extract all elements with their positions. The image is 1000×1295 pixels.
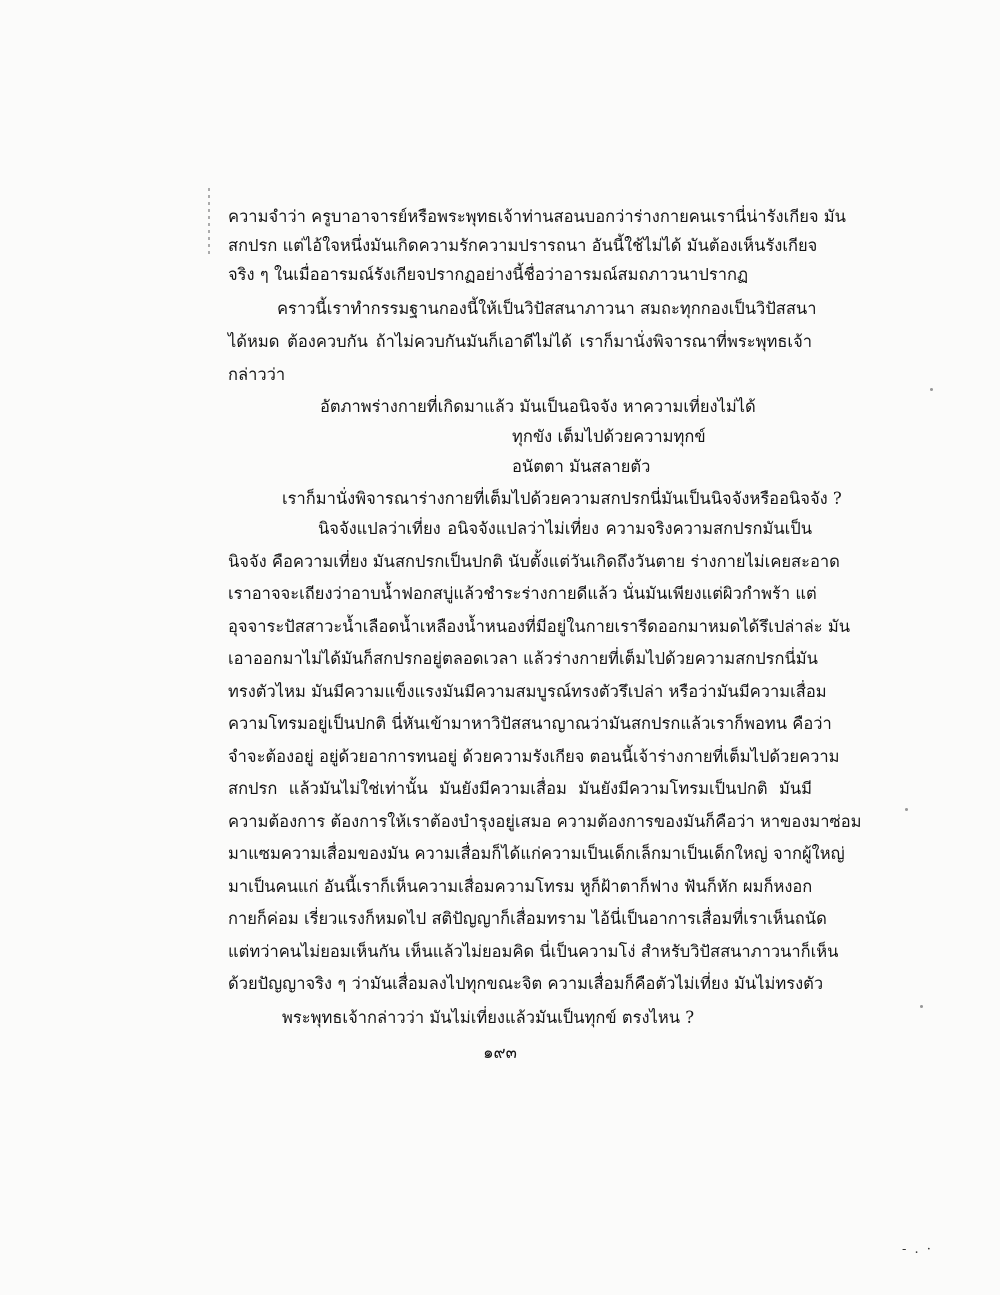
paragraph-4-line-14: แต่ทว่าคนไม่ยอมเห็นกัน เห็นแล้วไม่ยอมคิด นี่เป็นความโง่ สำหรับวิปัสสนาภาวนาก็เห็น (228, 942, 839, 961)
verse-line-1: อัตภาพร่างกายที่เกิดมาแล้ว มันเป็นอนิจจัง หาความเที่ยงไม่ได้ (320, 397, 756, 416)
paragraph-4-line-9: สกปรก แล้วมันไม่ใช่เท่านั้น มันยังมีความเสื่อม มันยังมีความโทรมเป็นปกติ มันมี (228, 779, 812, 798)
paragraph-1-line-3: จริง ๆ ในเมื่ออารมณ์รังเกียจปรากฏอย่างนี้ชื่อว่าอารมณ์สมถภาวนาปรากฏ (228, 265, 749, 284)
page-number: ๑๙๓ (483, 1043, 517, 1062)
paragraph-3: เราก็มานั่งพิจารณาร่างกายที่เต็มไปด้วยความสกปรกนี่มันเป็นนิจจังหรืออนิจจัง ? (282, 489, 842, 508)
paragraph-2-line-1: คราวนี้เราทำกรรมฐานกองนี้ให้เป็นวิปัสสนาภาวนา สมถะทุกกองเป็นวิปัสสนา (277, 299, 817, 318)
scan-artifact (208, 188, 210, 258)
scan-speck (930, 388, 933, 391)
paragraph-4-line-8: จำจะต้องอยู่ อยู่ด้วยอาการทนอยู่ ด้วยความรังเกียจ ตอนนี้เจ้าร่างกายที่เต็มไปด้วยความ (228, 747, 840, 766)
paragraph-2-line-3: กล่าวว่า (228, 365, 286, 384)
paragraph-4-line-4: อุจจาระปัสสาวะน้ำเลือดน้ำเหลืองน้ำหนองที่มีอยู่ในกายเรารีดออกมาหมดได้รึเปล่าล่ะ มัน (228, 617, 851, 636)
verse-line-2: ทุกขัง เต็มไปด้วยความทุกข์ (512, 427, 706, 446)
paragraph-4-line-6: ทรงตัวไหม มันมีความแข็งแรงมันมีความสมบูรณ์ทรงตัวรึเปล่า หรือว่ามันมีความเสื่อม (228, 682, 827, 701)
paragraph-4-line-5: เอาออกมาไม่ได้มันก็สกปรกอยู่ตลอดเวลา แล้วร่างกายที่เต็มไปด้วยความสกปรกนี่มัน (228, 649, 818, 668)
paragraph-4-line-7: ความโทรมอยู่เป็นปกติ นี่หันเข้ามาหาวิปัสสนาญาณว่ามันสกปรกแล้วเราก็พอทน คือว่า (228, 714, 832, 733)
paragraph-4-line-2: นิจจัง คือความเที่ยง มันสกปรกเป็นปกติ นับตั้งแต่วันเกิดถึงวันตาย ร่างกายไม่เคยสะอาด (228, 552, 840, 571)
scan-speck (920, 1005, 923, 1008)
paragraph-4-line-11: มาแซมความเสื่อมของมัน ความเสื่อมก็ได้แก่ความเป็นเด็กเล็กมาเป็นเด็กใหญ่ จากผู้ใหญ่ (228, 844, 845, 863)
verse-line-3: อนัตตา มันสลายตัว (512, 457, 651, 476)
paragraph-4-line-15: ด้วยปัญญาจริง ๆ ว่ามันเสื่อมลงไปทุกขณะจิต ความเสื่อมก็คือตัวไม่เที่ยง มันไม่ทรงตัว (228, 974, 824, 993)
paragraph-5: พระพุทธเจ้ากล่าวว่า มันไม่เที่ยงแล้วมันเป็นทุกข์ ตรงไหน ? (282, 1008, 695, 1027)
paragraph-1-line-2: สกปรก แต่ไอ้ใจหนึ่งมันเกิดความรักความปรารถนา อันนี้ใช้ไม่ได้ มันต้องเห็นรังเกียจ (228, 236, 818, 255)
paragraph-4-line-13: กายก็ค่อม เรี่ยวแรงก็หมดไป สติปัญญาก็เสื่อมทราม ไอ้นี่เป็นอาการเสื่อมที่เราเห็นถนัด (228, 909, 827, 928)
scan-corner-artifact: - . · (902, 1242, 933, 1257)
paragraph-4-line-3: เราอาจจะเถียงว่าอาบน้ำฟอกสบู่แล้วชำระร่างกายดีแล้ว นั่นมันเพียงแต่ผิวกำพร้า แต่ (228, 584, 817, 603)
scan-speck (905, 808, 908, 811)
paragraph-2-line-2: ได้หมด ต้องควบกัน ถ้าไม่ควบกันมันก็เอาดีไม่ได้ เราก็มานั่งพิจารณาที่พระพุทธเจ้า (228, 332, 812, 351)
paragraph-1-line-1: ความจำว่า ครูบาอาจารย์หรือพระพุทธเจ้าท่านสอนบอกว่าร่างกายคนเรานี่น่ารังเกียจ มัน (228, 207, 846, 226)
paragraph-4-line-10: ความต้องการ ต้องการให้เราต้องบำรุงอยู่เสมอ ความต้องการของมันก็คือว่า หาของมาซ่อม (228, 812, 862, 831)
paragraph-4-line-12: มาเป็นคนแก่ อันนี้เราก็เห็นความเสื่อมความโทรม หูก็ฝ้าตาก็ฟาง ฟันก็หัก ผมก็หงอก (228, 877, 813, 896)
paragraph-4-line-1: นิจจังแปลว่าเที่ยง อนิจจังแปลว่าไม่เที่ยง ความจริงความสกปรกมันเป็น (318, 519, 812, 538)
